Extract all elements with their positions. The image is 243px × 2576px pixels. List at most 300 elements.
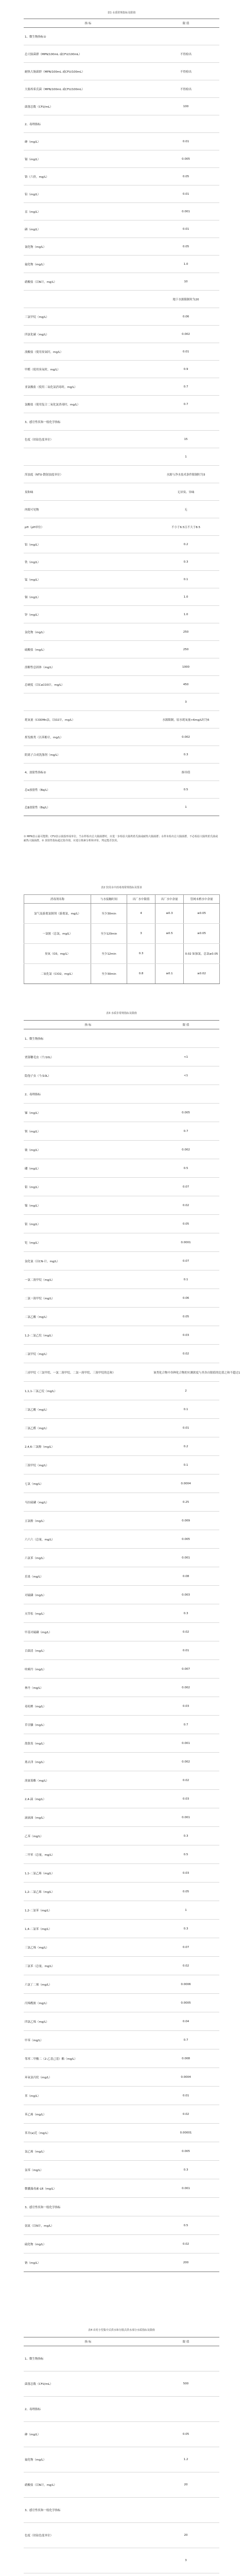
table3-cell: 1: [152, 1901, 219, 1920]
table3-cell: 氯乙烯（mg/L）: [24, 2142, 152, 2161]
table3-cell: 铍（mg/L）: [24, 1141, 152, 1159]
table3-cell: 2,4-滴（mg/L）: [24, 1790, 152, 1808]
table3-row: [24, 1159, 219, 1178]
table1-row: [24, 728, 219, 746]
table1-cell: 三氯甲烷（mg/L）: [24, 308, 152, 326]
table1-row: [24, 606, 219, 623]
table3-cell: 0.03: [152, 1697, 219, 1716]
table2-cell: 至少12min: [91, 944, 127, 964]
table1-cell: 地下水源限制时为20: [152, 291, 219, 308]
table3-cell: 甲基对硫磷（mg/L）: [24, 1623, 152, 1641]
table1-cell: 溶解性总固体（mg/L）: [24, 658, 152, 676]
table1-cell: 0.01: [152, 343, 219, 361]
table1-cell: 汞（mg/L）: [24, 203, 152, 221]
table4-cell: 1.2: [152, 2447, 219, 2472]
table4-header-1: 限 值: [152, 2337, 219, 2346]
table4-row: [24, 2472, 219, 2498]
table3-row: [24, 1345, 219, 1363]
table3-cell: 1,1-二氯乙烯（mg/L）: [24, 1864, 152, 1883]
table3-row: [24, 1808, 219, 1827]
table2-cell: [155, 944, 184, 964]
table1-cell: 氰化物（mg/L）: [24, 238, 152, 256]
table3-cell: 0.03: [152, 1326, 219, 1345]
table3-row: [24, 1753, 219, 1771]
table3-cell: 0.0005: [152, 1994, 219, 2012]
table1-cell: [152, 28, 219, 45]
table3-cell: 0.0006: [152, 1975, 219, 1994]
table4-cell: 氟化物（mg/L）: [24, 2447, 152, 2472]
table3-row: [24, 1029, 219, 1048]
table1-cell: 甲醛（使用臭氧时，mg/L）: [24, 361, 152, 378]
table3-cell: 0.001: [152, 2179, 219, 2198]
table1-row: [24, 168, 219, 185]
table1-row: [24, 483, 219, 501]
table2-cell: ≥0.3: [155, 904, 184, 924]
table3-cell: 0.7: [152, 1716, 219, 1734]
table3-row: [24, 1901, 219, 1920]
table1-row: [24, 501, 219, 518]
table3-cell: 毒死蜱（mg/L）: [24, 1697, 152, 1716]
table3-cell: 氯化氰（以CN-计，mg/L）: [24, 1252, 152, 1270]
table1-cell: 铅（mg/L）: [24, 185, 152, 203]
table1-row: [24, 361, 219, 378]
table1-cell: 100: [152, 98, 219, 115]
table1-cell: 15: [152, 431, 219, 448]
table3-cell: 0.1: [152, 1270, 219, 1289]
table1-header-0: 指 标: [24, 19, 152, 28]
table3-cell: 乙苯（mg/L）: [24, 1827, 152, 1845]
table1-row: [24, 431, 219, 448]
table3-cell: 三卤甲烷（三氯甲烷、一氯二溴甲烷、二氯一溴甲烷、三溴甲烷的总和）: [24, 1363, 152, 1382]
table2-cell: 氯气及游离氯制剂（游离氯，mg/L）: [24, 904, 91, 924]
table3-row: [24, 1883, 219, 1901]
table3-row: [24, 1697, 219, 1716]
table3-cell: 微囊藻毒素-LR（mg/L）: [24, 2179, 152, 2198]
table3-cell: 0.02: [152, 1771, 219, 1790]
table3-row: [24, 1512, 219, 1530]
table1-cell: 250: [152, 641, 219, 658]
table1-row: [24, 799, 219, 816]
table3-cell: 乐果（mg/L）: [24, 1567, 152, 1586]
table1-cell: 0.001: [152, 203, 219, 221]
table1-row: [24, 45, 219, 63]
table3-cell: 一氯二溴甲烷（mg/L）: [24, 1270, 152, 1289]
table3-cell: 0.07: [152, 1178, 219, 1196]
table3-cell: 三氯乙醛（mg/L）: [24, 1419, 152, 1437]
table3-row: [24, 1066, 219, 1085]
table3-cell: 0.02: [152, 1345, 219, 1363]
table1-cell: 0.05: [152, 238, 219, 256]
table3-cell: 0.02: [152, 2105, 219, 2124]
table3-cell: 该类化合物中各种化合物的实测浓度与其各自限值的比值之和不超过1: [152, 1363, 219, 1382]
table4-cell: 3: [152, 2548, 219, 2573]
table2-cell: 至少120min: [91, 924, 127, 944]
table3-cell: 3、感官性状和一般化学指标: [24, 2198, 152, 2216]
table1-cell: 耗氧量（CODMn法，以O2计，mg/L）: [24, 711, 152, 728]
table3-cell: [152, 2198, 219, 2216]
table3-row: [24, 2012, 219, 2031]
table3-row: [24, 1178, 219, 1196]
table3-cell: 1、微生物指标: [24, 1029, 152, 1048]
table1-cell: [152, 115, 219, 133]
table1-header-1: 限 值: [152, 19, 219, 28]
table2-caption: 表2 饮用水中消毒剂常规指标及要求: [101, 886, 142, 889]
table3-row: [24, 1604, 219, 1623]
table3-cell: 2、毒理指标: [24, 1085, 152, 1104]
table1-row: [24, 291, 219, 308]
table3-cell: 灭草松（mg/L）: [24, 1604, 152, 1623]
table1-row: [24, 658, 219, 676]
table3-row: [24, 2087, 219, 2105]
table1-row: [24, 238, 219, 256]
table1-cell: 3、感官性状和一般化学指标: [24, 413, 152, 431]
table1-cell: 铬（六价，mg/L）: [24, 168, 152, 185]
table2-cell: 一氯胺（总氯，mg/L）: [24, 924, 91, 944]
table3-cell: 呋喃丹（mg/L）: [24, 1660, 152, 1679]
table3-cell: 0.005: [152, 2142, 219, 2161]
table3-row: [24, 1623, 219, 1641]
table3-row: [24, 1308, 219, 1326]
table1-cell: 0.5: [152, 781, 219, 799]
table1-cell: 耐热大肠菌群（MPN/100mL 或CFU/100mL）: [24, 63, 152, 80]
table4-cell: 3、感官性状和一般化学指标: [24, 2498, 152, 2523]
table3-cell: 0.02: [152, 1196, 219, 1215]
table3-cell: 0.001: [152, 1734, 219, 1753]
table3-cell: 0.002: [152, 1753, 219, 1771]
table1-cell: 锌（mg/L）: [24, 606, 152, 623]
table3-row: [24, 1771, 219, 1790]
table3-cell: 0.008: [152, 2049, 219, 2068]
table1-cell: 250: [152, 623, 219, 641]
table3-cell: 邻苯二甲酸二（2-乙基己基）酯（mg/L）: [24, 2049, 152, 2068]
table3-cell: 1,4-二氯苯（mg/L）: [24, 1920, 152, 1938]
table1-row: [24, 764, 219, 781]
table3-cell: 0.07: [152, 1252, 219, 1270]
table1-cell: 1: [152, 448, 219, 466]
table3-row: [24, 1864, 219, 1883]
table1-cell: 锰（mg/L）: [24, 571, 152, 588]
table4-cell: 菌落总数（CFU/mL）: [24, 2371, 152, 2397]
table3-cell: 六六六（总量，mg/L）: [24, 1530, 152, 1549]
table4-row: [24, 2523, 219, 2548]
table1-cell: 硒（mg/L）: [24, 221, 152, 238]
table1-cell: 肉眼可见物: [24, 501, 152, 518]
table3-cell: 0.02: [152, 1957, 219, 1975]
table1-cell: 0.01: [152, 133, 219, 150]
table3-cell: 0.05: [152, 1883, 219, 1901]
table1-cell: 硫酸盐（mg/L）: [24, 641, 152, 658]
table1-row: [24, 693, 219, 711]
table3-row: [24, 1400, 219, 1419]
table3-row: [24, 2216, 219, 2235]
table2-cell: 臭氧（O3，mg/L）: [24, 944, 91, 964]
table1-row: [24, 536, 219, 553]
table3-row: [24, 1679, 219, 1697]
table3-row: [24, 1920, 219, 1938]
table3-cell: 钼（mg/L）: [24, 1178, 152, 1196]
table1-cell: 砷（mg/L）: [24, 133, 152, 150]
table3-cell: 0.0001: [152, 1233, 219, 1252]
table4-cell: [152, 2346, 219, 2371]
table3-cell: 2,4,6-三氯酚（mg/L）: [24, 1437, 152, 1456]
table3-cell: 1,2-二氯苯（mg/L）: [24, 1901, 152, 1920]
table2-cell: 4: [127, 904, 155, 924]
table1-row: [24, 203, 219, 221]
table3-cell: 滴滴涕（mg/L）: [24, 1808, 152, 1827]
table2-cell: 0.8: [127, 964, 155, 984]
table2-row: [24, 964, 220, 984]
table1-row: [24, 378, 219, 396]
table4-cell: 硝酸盐（以N计，mg/L）: [24, 2472, 152, 2498]
table1-row: [24, 641, 219, 658]
table3-cell: 钠（mg/L）: [24, 2253, 152, 2272]
table2-cell: ≥0.05: [184, 904, 220, 924]
table3-row: [24, 1549, 219, 1567]
table3-cell: 0.01: [152, 2087, 219, 2105]
table3-cell: 六氯丁二烯（mg/L）: [24, 1975, 152, 1994]
table3-cell: 0.1: [152, 1456, 219, 1475]
table2-row: [24, 924, 220, 944]
table1-cell: 无: [152, 501, 219, 518]
table3-cell: 0.0004: [152, 1475, 219, 1493]
table1-row: [24, 676, 219, 693]
table1-note: ① MPN表示最可能数；CFU表示菌落形成单位。当水样检出总大肠菌群时，应进一步检验大肠埃希氏菌或耐热大肠菌群；水样未检出总大肠菌群，不必检验大肠埃希氏菌或耐热大肠菌群。② 放射性指标超过指导值，应进行核素分析和评价，判定能否饮用。: [24, 835, 218, 842]
table4-cell: 色度（铂钴色度单位）: [24, 2523, 152, 2548]
table3-row: [24, 2105, 219, 2124]
table1-row: [24, 326, 219, 343]
table3-row: [24, 1641, 219, 1660]
table2-cell: ≥0.5: [155, 924, 184, 944]
table3-cell: 三氯乙酸（mg/L）: [24, 1400, 152, 1419]
table1-row: [24, 623, 219, 641]
table3-cell: 0.02: [152, 2235, 219, 2253]
table1-cell: 1.0: [152, 588, 219, 606]
table3-cell: 0.5: [152, 1159, 219, 1178]
table3-cell: 0.009: [152, 1512, 219, 1530]
table1-cell: 1000: [152, 658, 219, 676]
table1-row: [24, 711, 219, 728]
table3-header-0: 指 标: [24, 1021, 152, 1029]
table1-cell: 0.05: [152, 168, 219, 185]
table1-cell: 0.01: [152, 221, 219, 238]
table3: [24, 1020, 240, 2272]
table3-cell: 0.06: [152, 1289, 219, 1308]
table1-row: [24, 413, 219, 431]
table3-cell: 0.003: [152, 1586, 219, 1604]
table3-cell: 0.1: [152, 1400, 219, 1419]
table3-cell: 苯（mg/L）: [24, 2087, 152, 2105]
table1-cell: 0.005: [152, 150, 219, 168]
table3-cell: 镍（mg/L）: [24, 1196, 152, 1215]
table1-row: [24, 221, 219, 238]
table1-cell: 0.7: [152, 378, 219, 396]
table3-row: [24, 1382, 219, 1400]
table1-cell: 氯化物（mg/L）: [24, 623, 152, 641]
table1-cell: 0.7: [152, 396, 219, 413]
table2-header-3: 出厂水中余量: [155, 895, 184, 904]
table3-cell: 2: [152, 1382, 219, 1400]
table1-cell: [24, 448, 152, 466]
table3-cell: 林丹（mg/L）: [24, 1679, 152, 1697]
table1-row: [24, 343, 219, 361]
table1-cell: 1.0: [152, 256, 219, 273]
table2-cell: ≥0.05: [184, 924, 220, 944]
table1-cell: 水源与净水技术条件限制时为3: [152, 466, 219, 483]
table1-row: [24, 133, 219, 150]
table3-cell: 0.04: [152, 2012, 219, 2031]
table1-row: [24, 80, 219, 98]
table1-cell: 色度（铂钴色度单位）: [24, 431, 152, 448]
table3-cell: 隐孢子虫（个/10L）: [24, 1066, 152, 1085]
table3-cell: 七氯（mg/L）: [24, 1475, 152, 1493]
table3-row: [24, 1493, 219, 1512]
table1-cell: 镉（mg/L）: [24, 150, 152, 168]
table3-row: [24, 1196, 219, 1215]
table3-cell: 0.5: [152, 2216, 219, 2235]
table3-row: [24, 1586, 219, 1604]
table3-cell: 硼（mg/L）: [24, 1159, 152, 1178]
table2-cell: 至少30min: [91, 904, 127, 924]
table3-row: [24, 1363, 219, 1382]
table1-cell: 铜（mg/L）: [24, 588, 152, 606]
table2-cell: 3: [127, 924, 155, 944]
table3-cell: 贾第鞭毛虫（个/10L）: [24, 1048, 152, 1066]
table3-row: [24, 2068, 219, 2087]
table3-cell: 0.3: [152, 1827, 219, 1845]
table1-cell: 浑浊度（NTU-散射浊度单位）: [24, 466, 152, 483]
table4-row: [24, 2548, 219, 2573]
table2-cell: ≥0.02: [184, 964, 220, 984]
table4-row: [24, 2422, 219, 2447]
table4-cell: [152, 2397, 219, 2422]
table1-cell: 四氯化碳（mg/L）: [24, 326, 152, 343]
table3-row: [24, 1252, 219, 1270]
table3-cell: 敌敌畏（mg/L）: [24, 1734, 152, 1753]
table4-cell: 500: [152, 2371, 219, 2397]
table1-cell: 0.002: [152, 728, 219, 746]
table3-cell: 马拉硫磷（mg/L）: [24, 1493, 152, 1512]
table3-row: [24, 1326, 219, 1345]
table1-cell: 0.3: [152, 553, 219, 571]
table3-row: [24, 2161, 219, 2179]
table3-cell: 甲苯（mg/L）: [24, 2031, 152, 2049]
table3-cell: 五氯酚（mg/L）: [24, 1512, 152, 1530]
table1-cell: 0.002: [152, 326, 219, 343]
table2: [24, 894, 220, 984]
table4-cell: 20: [152, 2523, 219, 2548]
table3-cell: 钡（mg/L）: [24, 1122, 152, 1141]
table3-row: [24, 2124, 219, 2142]
table4-row: [24, 2498, 219, 2523]
table1-cell: 大肠埃希氏菌（MPN/100mL 或CFU/100mL）: [24, 80, 152, 98]
table1-row: [24, 396, 219, 413]
table1-cell: pH（pH单位）: [24, 518, 152, 536]
table1-cell: 2、毒理指标: [24, 115, 152, 133]
table3-cell: 0.01: [152, 1419, 219, 1437]
table3-cell: 硫化物（mg/L）: [24, 2235, 152, 2253]
table3-cell: 0.001: [152, 1808, 219, 1827]
table4-cell: [24, 2548, 152, 2573]
table1-cell: 水源限制，原水耗氧量>6mg/L时为5: [152, 711, 219, 728]
table3-row: [24, 1938, 219, 1957]
table3-cell: 0.3: [152, 1920, 219, 1938]
table1-cell: 无异臭、异味: [152, 483, 219, 501]
table1-cell: 不得检出: [152, 80, 219, 98]
table3-row: [24, 2049, 219, 2068]
table1-cell: [152, 413, 219, 431]
table3-row: [24, 1141, 219, 1159]
table1-cell: 臭和味: [24, 483, 152, 501]
table1-row: [24, 466, 219, 483]
table3-cell: 三氯乙烯（mg/L）: [24, 1938, 152, 1957]
table3-cell: 二甲苯（总量，mg/L）: [24, 1845, 152, 1864]
table1-row: [24, 256, 219, 273]
table3-cell: 0.00001: [152, 2124, 219, 2142]
table3-row: [24, 1716, 219, 1734]
table3-cell: 0.2: [152, 1437, 219, 1456]
table4-cell: [152, 2498, 219, 2523]
table4-header-0: 指 标: [24, 2337, 152, 2346]
table3-cell: 三氯苯（总量，mg/L）: [24, 1957, 152, 1975]
table3-row: [24, 1475, 219, 1493]
table1-row: [24, 115, 219, 133]
table3-cell: 四氯乙烯（mg/L）: [24, 2012, 152, 2031]
table3-row: [24, 1048, 219, 1066]
table1-cell: 总大肠菌群（MPN/100mL 或CFU/100mL）: [24, 45, 152, 63]
table1-cell: 氯酸盐（使用复合二氧化氯消毒时，mg/L）: [24, 396, 152, 413]
table3-cell: 三溴甲烷（mg/L）: [24, 1456, 152, 1475]
table3-cell: 0.007: [152, 1660, 219, 1679]
table1: [24, 19, 219, 816]
table1-cell: 铝（mg/L）: [24, 536, 152, 553]
table3-cell: 氨氮（以N计，mg/L）: [24, 2216, 152, 2235]
table2-header-1: 与水接触时间: [91, 895, 127, 904]
table4-row: [24, 2371, 219, 2397]
table3-cell: 苯乙烯（mg/L）: [24, 2105, 152, 2124]
table1-cell: [24, 693, 152, 711]
table3-row: [24, 1530, 219, 1549]
table1-cell: 菌落总数（CFU/mL）: [24, 98, 152, 115]
table1-cell: 总α放射性（Bq/L）: [24, 781, 152, 799]
table4-cell: 2、毒理指标: [24, 2397, 152, 2422]
table2-header-4: 管网末梢水中余量: [184, 895, 220, 904]
table4-row: [24, 2573, 219, 2576]
table1-caption: 表1 水质常规指标及限值: [107, 11, 136, 14]
table4-cell: 1、微生物指标: [24, 2346, 152, 2371]
table3-row: [24, 2031, 219, 2049]
table1-row: [24, 185, 219, 203]
table3-row: [24, 2179, 219, 2198]
table4-row: [24, 2346, 219, 2371]
table3-row: [24, 1122, 219, 1141]
table1-cell: 1、微生物指标①: [24, 28, 152, 45]
table1-cell: 总硬度（以CaCO3计，mg/L）: [24, 676, 152, 693]
table1-cell: 指导值: [152, 764, 219, 781]
table1-cell: 挥发酚类（以苯酚计，mg/L）: [24, 728, 152, 746]
table3-header-1: 限 值: [152, 1021, 219, 1029]
table1-row: [24, 781, 219, 799]
table1-cell: 0.06: [152, 308, 219, 326]
table3-cell: 0.08: [152, 1567, 219, 1586]
table3-cell: 0.01: [152, 1641, 219, 1660]
table3-cell: 二氯甲烷（mg/L）: [24, 1345, 152, 1363]
table3-cell: 0.3: [152, 1604, 219, 1623]
table1-row: [24, 448, 219, 466]
table4-caption: 表4 农村小型集中式供水和分散式供水部分水质指标及限值: [88, 2329, 155, 2332]
table3-row: [24, 1419, 219, 1437]
table3-cell: 氯苯（mg/L）: [24, 2161, 152, 2179]
table3-cell: <1: [152, 1066, 219, 1085]
